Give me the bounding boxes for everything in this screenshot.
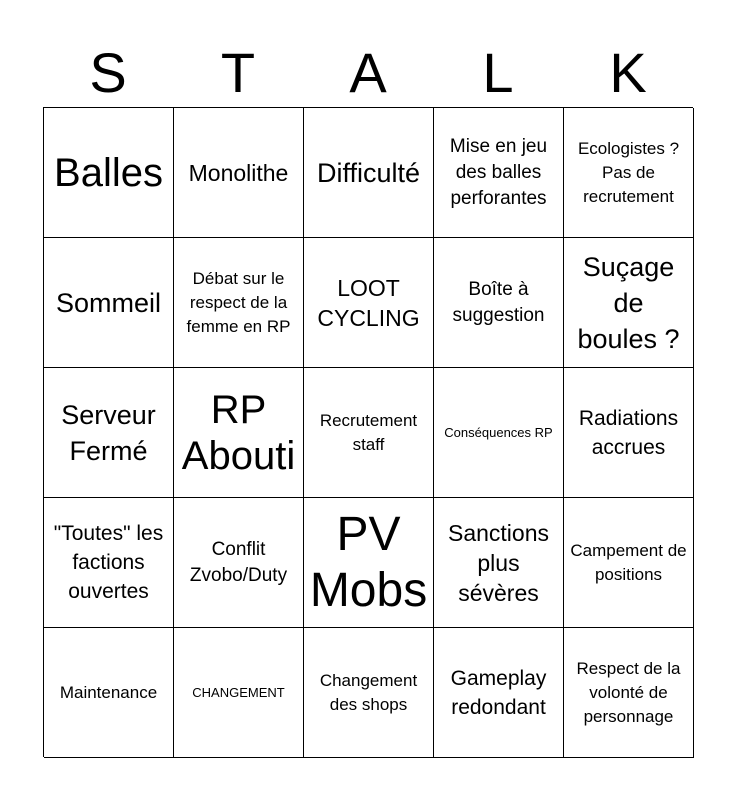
cell-text: Respect de la volonté de personnage (576, 658, 681, 726)
bingo-cell[interactable] (304, 498, 434, 628)
cell-text: CHANGEMENT (192, 684, 285, 700)
bingo-cell[interactable] (564, 368, 694, 498)
bingo-cell[interactable] (174, 498, 304, 628)
cell-text: LOOT CYCLING (317, 274, 420, 331)
cell-text: Mise en jeu des balles perforantes (449, 135, 548, 209)
bingo-cell[interactable] (434, 498, 564, 628)
cell-text: Conséquences RP (444, 424, 553, 440)
cell-text: Sommeil (55, 287, 162, 318)
bingo-cell[interactable] (564, 628, 694, 758)
cell-text: Monolithe (188, 159, 289, 186)
cell-text: Campement de positions (570, 540, 687, 584)
bingo-cell[interactable] (174, 238, 304, 368)
bingo-cell[interactable] (44, 238, 174, 368)
header-letter-s: S (89, 41, 127, 104)
bingo-card (43, 107, 693, 757)
header-letter-k: K (609, 41, 647, 104)
cell-text: "Toutes" les factions ouvertes (53, 522, 164, 603)
bingo-cell[interactable] (564, 498, 694, 628)
bingo-cell[interactable] (44, 628, 174, 758)
bingo-cell[interactable] (434, 238, 564, 368)
bingo-cell[interactable] (304, 368, 434, 498)
bingo-cell[interactable] (564, 238, 694, 368)
bingo-cell[interactable] (304, 238, 434, 368)
bingo-cell[interactable] (174, 628, 304, 758)
bingo-cell[interactable] (44, 368, 174, 498)
bingo-cell[interactable] (434, 628, 564, 758)
cell-text: Gameplay redondant (450, 666, 547, 719)
cell-text: RP Abouti (181, 387, 296, 478)
header-letter-l: L (482, 41, 514, 104)
cell-text: Radiations accrues (578, 406, 679, 459)
bingo-cell[interactable] (304, 108, 434, 238)
header-letter-t: T (220, 41, 256, 104)
bingo-cell[interactable] (564, 108, 694, 238)
cell-text: Suçage de boules ? (577, 251, 680, 354)
cell-text: Boîte à suggestion (452, 278, 545, 326)
cell-text: Balles (54, 150, 163, 195)
bingo-cell[interactable] (44, 498, 174, 628)
cell-text: Conflit Zvobo/Duty (189, 538, 288, 586)
header-letter-a: A (349, 41, 387, 104)
cell-text: Changement des shops (319, 670, 418, 714)
bingo-cell[interactable] (434, 368, 564, 498)
bingo-cell[interactable] (304, 628, 434, 758)
cell-text: Difficulté (316, 157, 421, 188)
cell-text: Ecologistes ? Pas de recrutement (577, 138, 680, 206)
cell-text: Débat sur le respect de la femme en RP (186, 268, 291, 336)
bingo-cell[interactable] (174, 108, 304, 238)
cell-text: PV Mobs (309, 507, 428, 617)
cell-text: Sanctions plus sévères (447, 519, 549, 606)
cell-text: Maintenance (59, 682, 158, 702)
cell-text: Serveur Fermé (61, 399, 156, 466)
bingo-cell[interactable] (44, 108, 174, 238)
bingo-cell[interactable] (174, 368, 304, 498)
cell-text: Recrutement staff (319, 410, 418, 454)
bingo-cell[interactable] (434, 108, 564, 238)
bingo-header (43, 40, 693, 106)
